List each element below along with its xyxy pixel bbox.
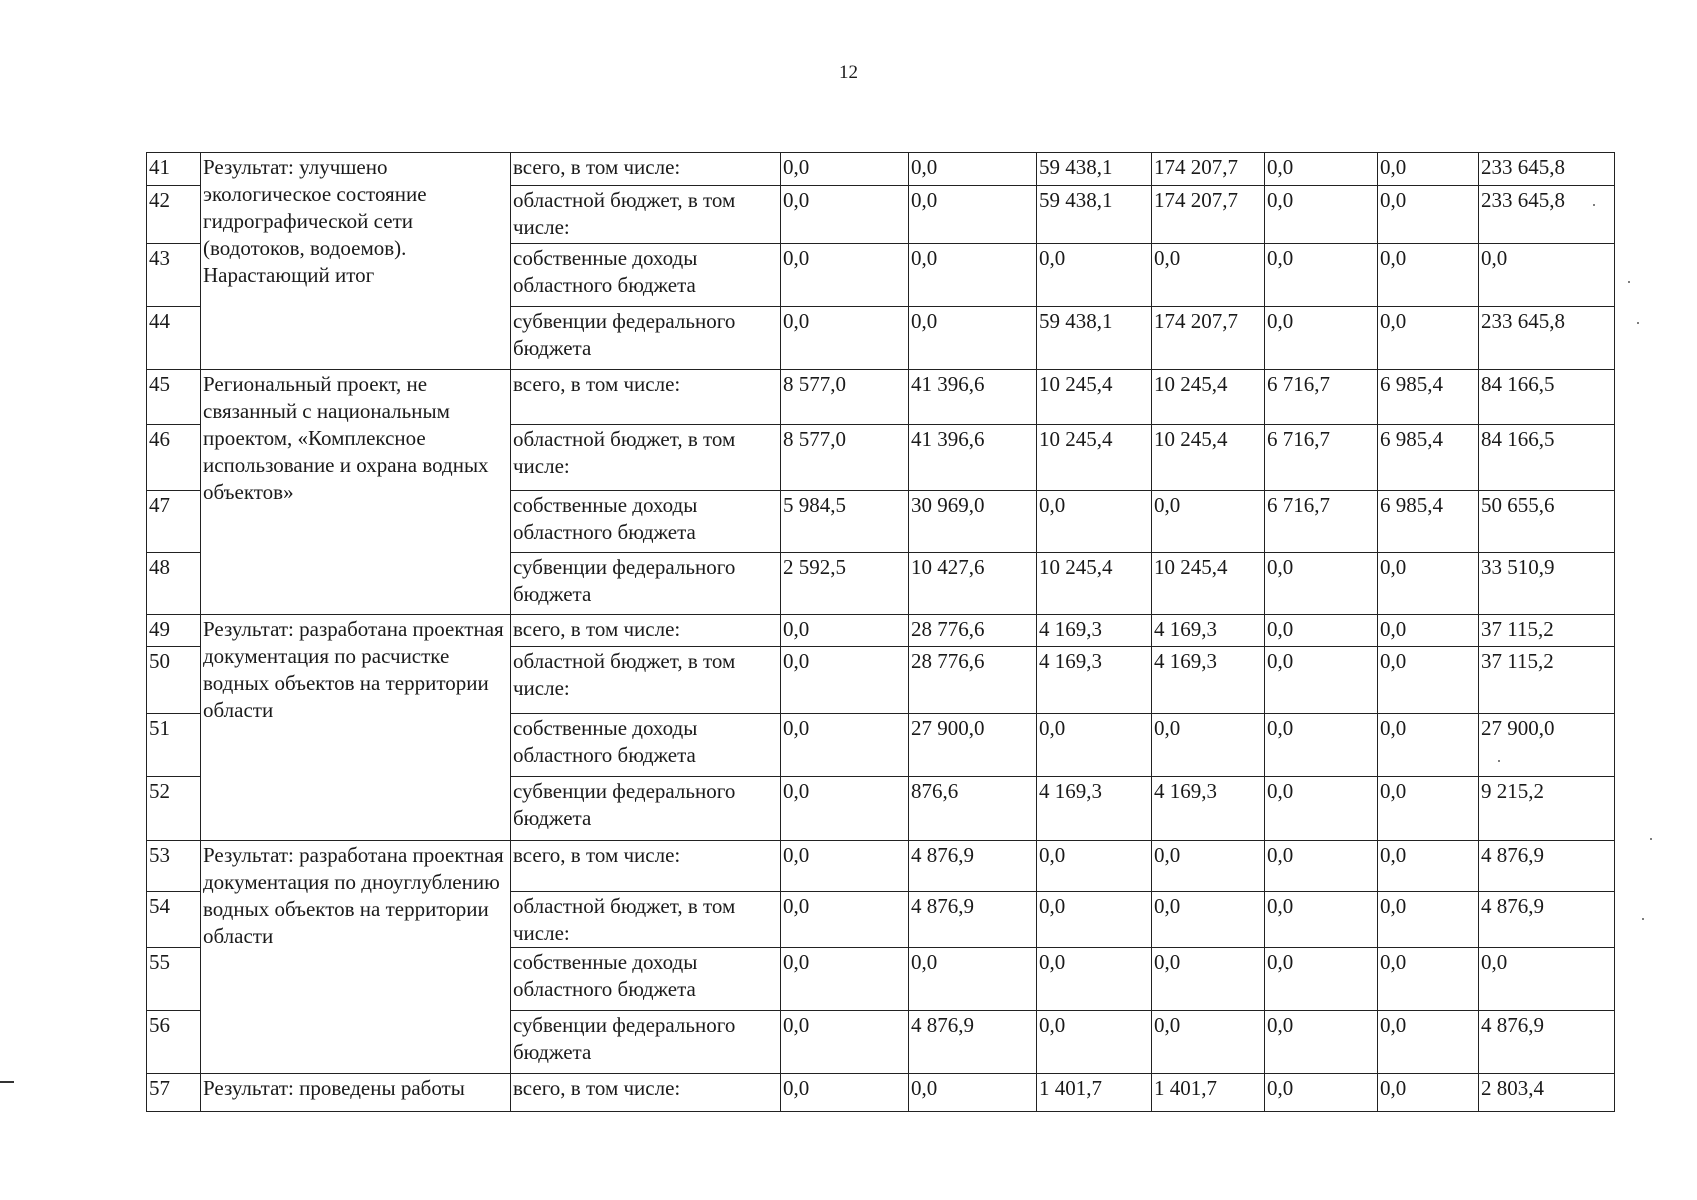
scan-speck <box>1637 322 1639 324</box>
value-cell: 10 427,6 <box>909 553 1037 615</box>
scan-speck <box>1628 281 1630 283</box>
value-cell: 0,0 <box>1037 948 1152 1011</box>
row-number: 51 <box>147 714 201 777</box>
funding-source-cell: субвенции федерального бюджета <box>511 307 781 370</box>
value-cell: 0,0 <box>781 647 909 714</box>
value-cell: 0,0 <box>1265 647 1378 714</box>
funding-source-cell: собственные доходы областного бюджета <box>511 714 781 777</box>
row-number: 57 <box>147 1074 201 1112</box>
total-cell: 0,0 <box>1479 244 1615 307</box>
value-cell: 0,0 <box>1378 841 1479 892</box>
value-cell: 0,0 <box>781 948 909 1011</box>
value-cell: 4 876,9 <box>909 841 1037 892</box>
value-cell: 0,0 <box>781 615 909 647</box>
value-cell: 8 577,0 <box>781 370 909 425</box>
value-cell: 4 169,3 <box>1152 647 1265 714</box>
row-number: 48 <box>147 553 201 615</box>
result-name-cell: Результат: улучшено экологическое состояние гидрографической сети (водотоков, водоемов). Нарастающий итог <box>201 153 511 370</box>
result-name-cell: Региональный проект, не связанный с национальным проектом, «Комплексное использование и охрана водных объектов» <box>201 370 511 615</box>
value-cell: 0,0 <box>781 714 909 777</box>
funding-source-cell: областной бюджет, в том числе: <box>511 647 781 714</box>
value-cell: 0,0 <box>781 307 909 370</box>
value-cell: 0,0 <box>1152 841 1265 892</box>
row-number: 50 <box>147 647 201 714</box>
total-cell: 37 115,2 <box>1479 647 1615 714</box>
value-cell: 0,0 <box>1265 153 1378 186</box>
total-cell: 9 215,2 <box>1479 777 1615 841</box>
value-cell: 0,0 <box>1265 714 1378 777</box>
scan-speck <box>1593 204 1595 206</box>
row-number: 45 <box>147 370 201 425</box>
value-cell: 0,0 <box>909 307 1037 370</box>
table-row <box>147 370 1615 425</box>
value-cell: 0,0 <box>1378 307 1479 370</box>
value-cell: 0,0 <box>1378 153 1479 186</box>
funding-source-cell: субвенции федерального бюджета <box>511 1011 781 1074</box>
value-cell: 0,0 <box>1265 244 1378 307</box>
value-cell: 0,0 <box>1265 186 1378 244</box>
value-cell: 0,0 <box>909 244 1037 307</box>
value-cell: 6 985,4 <box>1378 370 1479 425</box>
row-number: 52 <box>147 777 201 841</box>
row-number: 49 <box>147 615 201 647</box>
value-cell: 0,0 <box>1378 948 1479 1011</box>
value-cell: 6 985,4 <box>1378 425 1479 491</box>
margin-mark <box>0 1081 14 1083</box>
row-number: 41 <box>147 153 201 186</box>
value-cell: 0,0 <box>1037 892 1152 948</box>
value-cell: 6 716,7 <box>1265 491 1378 553</box>
value-cell: 10 245,4 <box>1152 425 1265 491</box>
row-number: 53 <box>147 841 201 892</box>
row-number: 42 <box>147 186 201 244</box>
value-cell: 0,0 <box>1265 777 1378 841</box>
value-cell: 4 169,3 <box>1037 777 1152 841</box>
value-cell: 6 716,7 <box>1265 370 1378 425</box>
table-row <box>147 615 1615 647</box>
value-cell: 0,0 <box>1378 1074 1479 1112</box>
value-cell: 0,0 <box>909 153 1037 186</box>
value-cell: 0,0 <box>781 1011 909 1074</box>
funding-source-cell: собственные доходы областного бюджета <box>511 491 781 553</box>
value-cell: 4 169,3 <box>1152 777 1265 841</box>
row-number: 44 <box>147 307 201 370</box>
value-cell: 4 169,3 <box>1037 647 1152 714</box>
value-cell: 174 207,7 <box>1152 186 1265 244</box>
value-cell: 6 985,4 <box>1378 491 1479 553</box>
value-cell: 0,0 <box>1265 615 1378 647</box>
row-number: 54 <box>147 892 201 948</box>
value-cell: 0,0 <box>909 1074 1037 1112</box>
total-cell: 4 876,9 <box>1479 841 1615 892</box>
value-cell: 0,0 <box>1265 1011 1378 1074</box>
total-cell: 2 803,4 <box>1479 1074 1615 1112</box>
value-cell: 59 438,1 <box>1037 186 1152 244</box>
value-cell: 0,0 <box>1152 892 1265 948</box>
value-cell: 0,0 <box>781 186 909 244</box>
value-cell: 0,0 <box>1265 553 1378 615</box>
funding-source-cell: всего, в том числе: <box>511 841 781 892</box>
result-name-cell: Результат: разработана проектная документация по дноуглублению водных объектов на территории области <box>201 841 511 1074</box>
budget-table <box>146 152 1615 1112</box>
table-row <box>147 841 1615 892</box>
total-cell: 27 900,0 <box>1479 714 1615 777</box>
funding-source-cell: областной бюджет, в том числе: <box>511 425 781 491</box>
table-row <box>147 153 1615 186</box>
value-cell: 0,0 <box>1037 1011 1152 1074</box>
value-cell: 0,0 <box>781 892 909 948</box>
row-number: 56 <box>147 1011 201 1074</box>
funding-source-cell: всего, в том числе: <box>511 370 781 425</box>
value-cell: 0,0 <box>781 244 909 307</box>
value-cell: 0,0 <box>1152 244 1265 307</box>
value-cell: 59 438,1 <box>1037 307 1152 370</box>
value-cell: 174 207,7 <box>1152 153 1265 186</box>
value-cell: 0,0 <box>781 777 909 841</box>
total-cell: 233 645,8 <box>1479 307 1615 370</box>
row-number: 47 <box>147 491 201 553</box>
value-cell: 0,0 <box>1265 1074 1378 1112</box>
value-cell: 0,0 <box>1037 491 1152 553</box>
value-cell: 1 401,7 <box>1152 1074 1265 1112</box>
value-cell: 5 984,5 <box>781 491 909 553</box>
value-cell: 0,0 <box>1378 647 1479 714</box>
value-cell: 6 716,7 <box>1265 425 1378 491</box>
value-cell: 876,6 <box>909 777 1037 841</box>
scan-speck <box>1650 838 1652 840</box>
value-cell: 0,0 <box>1152 1011 1265 1074</box>
value-cell: 0,0 <box>1378 186 1479 244</box>
value-cell: 0,0 <box>1265 841 1378 892</box>
value-cell: 30 969,0 <box>909 491 1037 553</box>
value-cell: 2 592,5 <box>781 553 909 615</box>
funding-source-cell: субвенции федерального бюджета <box>511 777 781 841</box>
value-cell: 0,0 <box>1037 714 1152 777</box>
value-cell: 0,0 <box>1378 615 1479 647</box>
value-cell: 0,0 <box>1152 714 1265 777</box>
total-cell: 84 166,5 <box>1479 370 1615 425</box>
funding-source-cell: областной бюджет, в том числе: <box>511 892 781 948</box>
scan-speck <box>1498 760 1500 762</box>
value-cell: 4 169,3 <box>1152 615 1265 647</box>
total-cell: 4 876,9 <box>1479 892 1615 948</box>
value-cell: 8 577,0 <box>781 425 909 491</box>
value-cell: 0,0 <box>1152 948 1265 1011</box>
value-cell: 0,0 <box>1152 491 1265 553</box>
funding-source-cell: субвенции федерального бюджета <box>511 553 781 615</box>
total-cell: 4 876,9 <box>1479 1011 1615 1074</box>
value-cell: 0,0 <box>909 948 1037 1011</box>
value-cell: 4 169,3 <box>1037 615 1152 647</box>
value-cell: 41 396,6 <box>909 370 1037 425</box>
funding-source-cell: собственные доходы областного бюджета <box>511 948 781 1011</box>
value-cell: 0,0 <box>1265 307 1378 370</box>
total-cell: 233 645,8 <box>1479 153 1615 186</box>
value-cell: 0,0 <box>1265 948 1378 1011</box>
value-cell: 174 207,7 <box>1152 307 1265 370</box>
total-cell: 233 645,8 <box>1479 186 1615 244</box>
value-cell: 0,0 <box>1378 777 1479 841</box>
row-number: 55 <box>147 948 201 1011</box>
value-cell: 0,0 <box>1378 892 1479 948</box>
value-cell: 4 876,9 <box>909 892 1037 948</box>
total-cell: 0,0 <box>1479 948 1615 1011</box>
value-cell: 0,0 <box>781 841 909 892</box>
value-cell: 10 245,4 <box>1037 553 1152 615</box>
funding-source-cell: всего, в том числе: <box>511 1074 781 1112</box>
value-cell: 1 401,7 <box>1037 1074 1152 1112</box>
result-name-cell: Результат: разработана проектная документация по расчистке водных объектов на территории области <box>201 615 511 841</box>
scan-speck <box>1642 918 1644 920</box>
result-name-cell: Результат: проведены работы <box>201 1074 511 1112</box>
value-cell: 0,0 <box>1265 892 1378 948</box>
funding-source-cell: областной бюджет, в том числе: <box>511 186 781 244</box>
value-cell: 10 245,4 <box>1037 425 1152 491</box>
value-cell: 10 245,4 <box>1152 370 1265 425</box>
total-cell: 33 510,9 <box>1479 553 1615 615</box>
value-cell: 0,0 <box>1037 244 1152 307</box>
value-cell: 28 776,6 <box>909 647 1037 714</box>
table-row <box>147 1074 1615 1112</box>
value-cell: 0,0 <box>1378 714 1479 777</box>
page-number: 12 <box>839 62 858 83</box>
row-number: 46 <box>147 425 201 491</box>
value-cell: 27 900,0 <box>909 714 1037 777</box>
value-cell: 0,0 <box>1378 553 1479 615</box>
value-cell: 59 438,1 <box>1037 153 1152 186</box>
value-cell: 41 396,6 <box>909 425 1037 491</box>
value-cell: 0,0 <box>1378 244 1479 307</box>
value-cell: 0,0 <box>1378 1011 1479 1074</box>
row-number: 43 <box>147 244 201 307</box>
funding-source-cell: всего, в том числе: <box>511 615 781 647</box>
value-cell: 0,0 <box>781 1074 909 1112</box>
value-cell: 4 876,9 <box>909 1011 1037 1074</box>
funding-source-cell: всего, в том числе: <box>511 153 781 186</box>
value-cell: 0,0 <box>909 186 1037 244</box>
total-cell: 84 166,5 <box>1479 425 1615 491</box>
value-cell: 28 776,6 <box>909 615 1037 647</box>
total-cell: 50 655,6 <box>1479 491 1615 553</box>
value-cell: 10 245,4 <box>1037 370 1152 425</box>
total-cell: 37 115,2 <box>1479 615 1615 647</box>
value-cell: 10 245,4 <box>1152 553 1265 615</box>
funding-source-cell: собственные доходы областного бюджета <box>511 244 781 307</box>
value-cell: 0,0 <box>781 153 909 186</box>
value-cell: 0,0 <box>1037 841 1152 892</box>
